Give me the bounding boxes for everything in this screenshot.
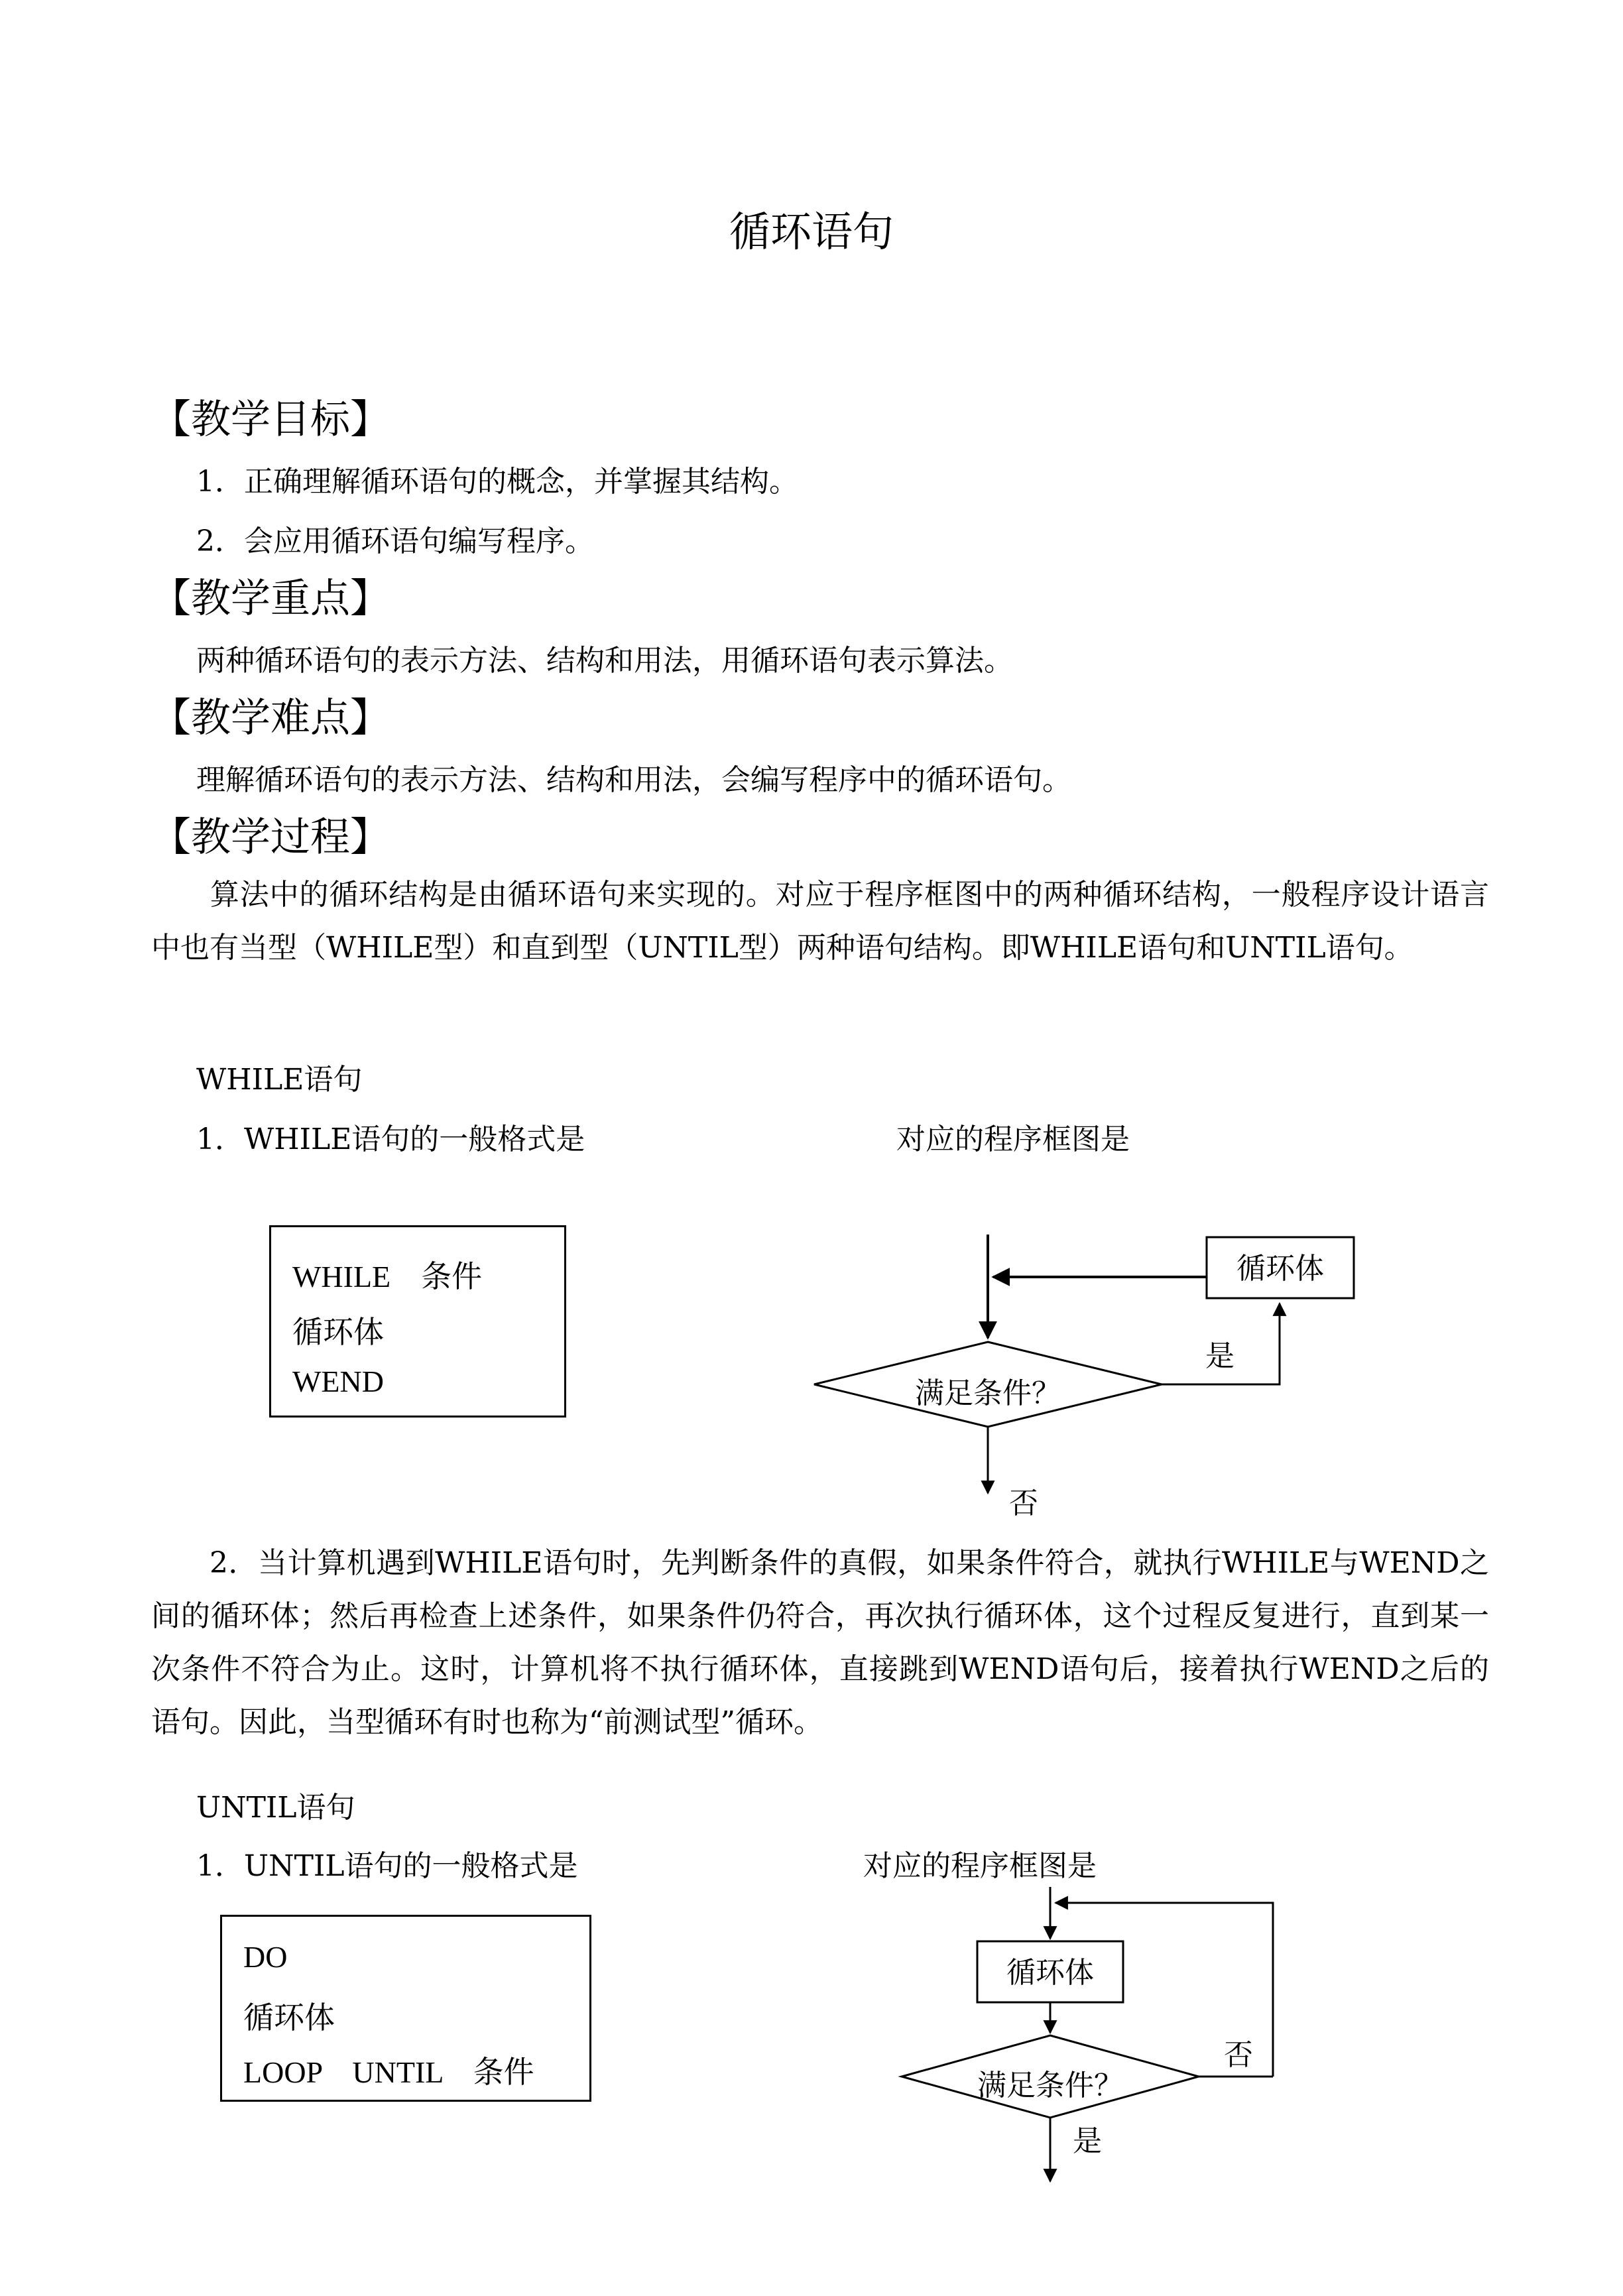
while-subtitle: WHILE语句 [196,1063,363,1097]
until-flowchart [902,1887,1273,2181]
process-intro: 算法中的循环结构是由循环语句来实现的。对应于程序框图中的两种循环结构，一般程序设计语言中也有当型（WHILE型）和直到型（UNTIL型）两种语句结构。即WHILE语句和UNTIL语句。 [151,878,1489,965]
key-points-text: 两种循环语句的表示方法、结构和用法，用循环语句表示算法。 [196,644,1013,678]
while-body-label: 循环体 [1236,1252,1324,1286]
code-line: 循环体 [243,2001,335,2035]
objectives-heading: 【教学目标】 [151,396,390,443]
process-heading: 【教学过程】 [151,814,390,861]
until-body-label: 循环体 [1006,1956,1094,1990]
key-points-heading: 【教学重点】 [151,575,390,622]
code-line: WEND [292,1364,384,1398]
difficulties-text: 理解循环语句的表示方法、结构和用法，会编写程序中的循环语句。 [196,763,1071,797]
until-condition-label: 满足条件？ [977,2069,1123,2102]
code-line: DO [243,1940,288,1974]
code-line: 循环体 [292,1315,384,1349]
until-no-label: 否 [1224,2038,1253,2072]
while-flow-label: 对应的程序框图是 [896,1122,1130,1156]
until-subtitle: UNTIL语句 [196,1791,355,1825]
code-line: LOOP UNTIL 条件 [243,2055,534,2089]
while-format-label: 1．WHILE语句的一般格式是 [196,1122,585,1156]
while-condition-label: 满足条件？ [915,1376,1061,1410]
page-title: 循环语句 [729,208,894,256]
while-explanation: 2．当计算机遇到WHILE语句时，先判断条件的真假，如果条件符合，就执行WHILE与WEND之间的循环体；然后再检查上述条件，如果条件仍符合，再次执行循环体，这个过程反复进行，直到某一次条件不符合为止。这时，计算机将不执行循环体，直接跳到WEND语句后，接着执行WEND之后的语句。因此，当型循环有时也称为“前测试型”循环。 [151,1546,1489,1739]
code-line: WHILE 条件 [292,1260,483,1294]
while-flowchart [814,1235,1354,1520]
while-yes-label: 是 [1205,1339,1234,1373]
objective-item: 1．正确理解循环语句的概念，并掌握其结构。 [196,465,798,499]
until-format-label: 1．UNTIL语句的一般格式是 [196,1849,578,1883]
until-flow-label: 对应的程序框图是 [863,1849,1097,1883]
while-no-label: 否 [1009,1486,1038,1520]
objective-item: 2．会应用循环语句编写程序。 [196,524,594,558]
until-yes-label: 是 [1073,2124,1102,2158]
until-code-box [220,1915,591,2102]
difficulties-heading: 【教学难点】 [151,695,390,741]
